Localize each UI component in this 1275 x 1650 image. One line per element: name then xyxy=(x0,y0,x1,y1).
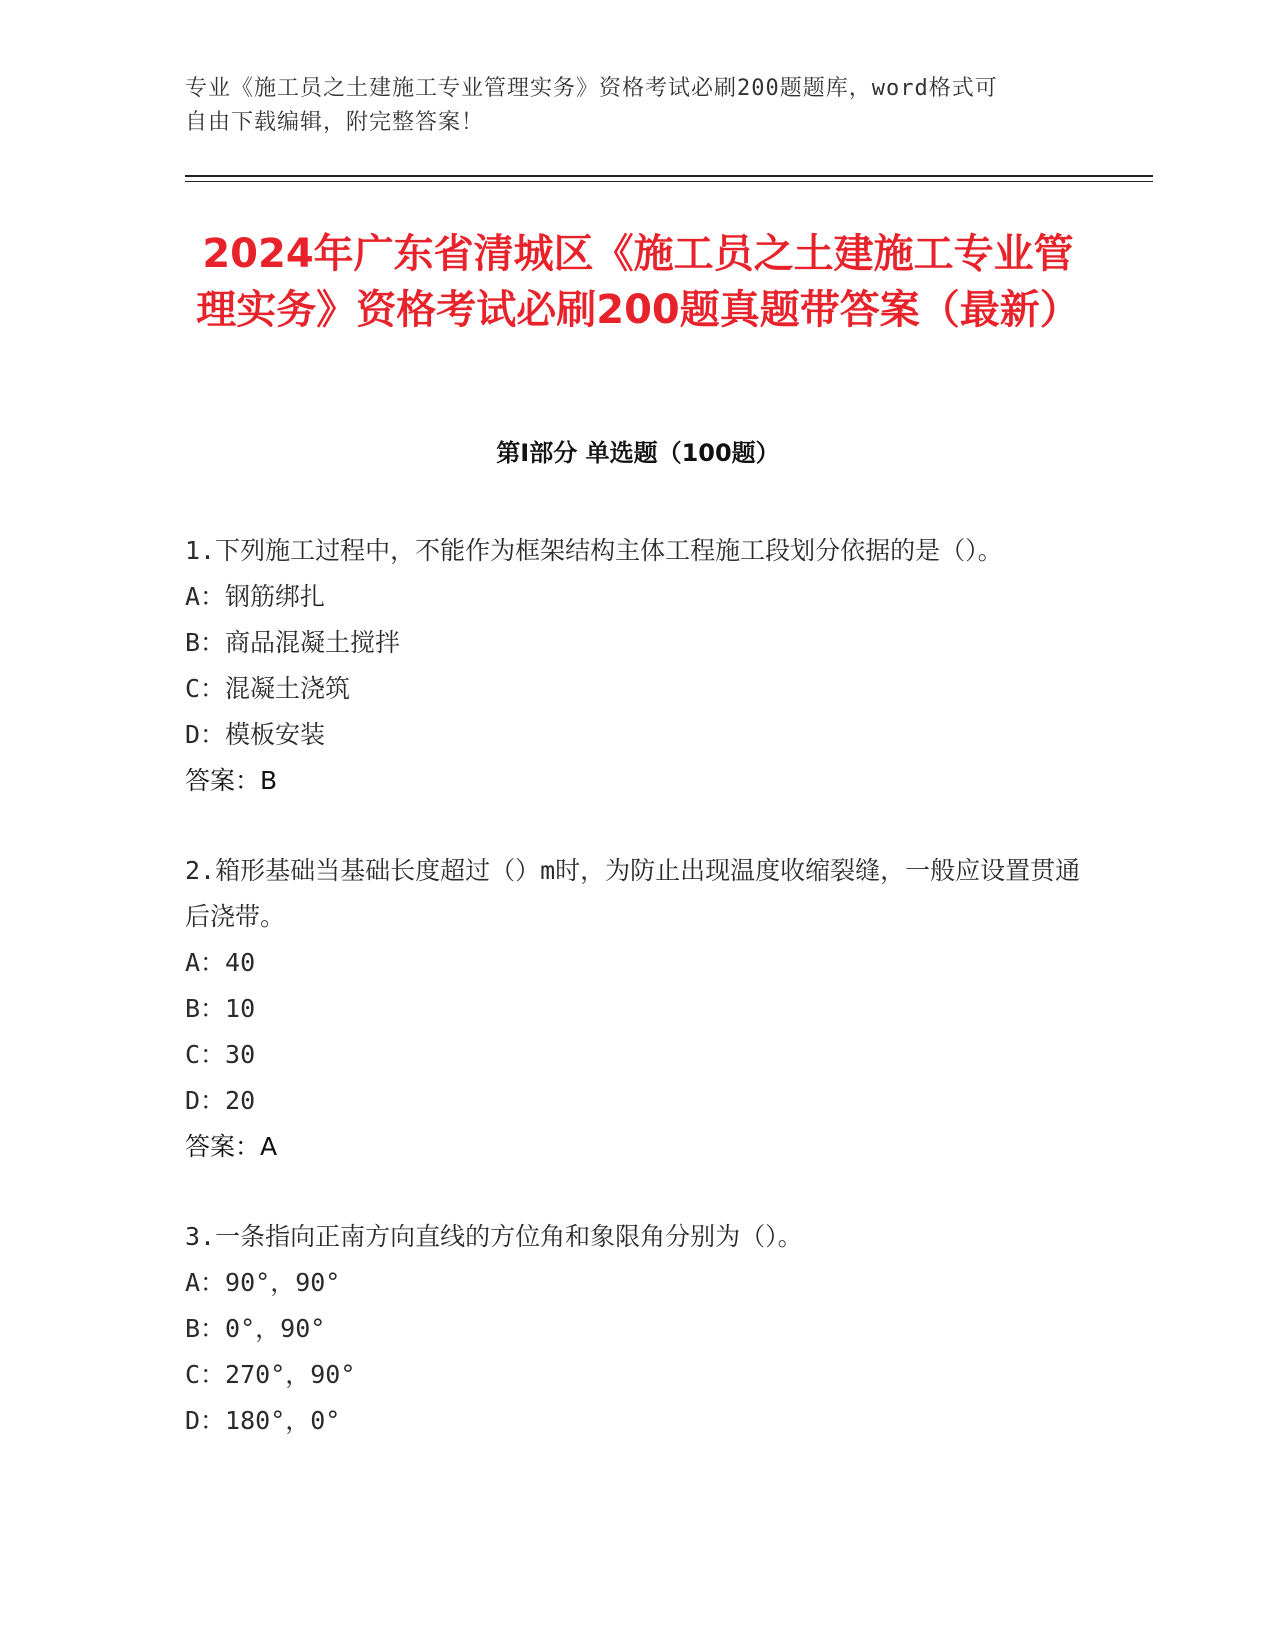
section-heading: 第Ⅰ部分 单选题（100题） xyxy=(496,439,780,467)
option-c: C：混凝土浇筑 xyxy=(185,674,351,703)
option-a: A：钢筋绑扎 xyxy=(185,582,326,611)
option-c: C：30 xyxy=(185,1040,256,1069)
option-d: D：模板安装 xyxy=(185,720,326,749)
question-stem: 2.箱形基础当基础长度超过（）m时，为防止出现温度收缩裂缝，一般应设置贯通后浇带。 xyxy=(185,856,1081,931)
question-stem: 1.下列施工过程中，不能作为框架结构主体工程施工段划分依据的是（）。 xyxy=(185,536,1003,565)
option-b: B：0°，90° xyxy=(185,1314,326,1343)
answer-line: 答案：A xyxy=(185,1132,278,1161)
question-list xyxy=(185,528,1085,1488)
header-note-line-1: 专业《施工员之土建施工专业管理实务》资格考试必刷200题题库，word格式可 xyxy=(185,76,998,101)
header-note xyxy=(185,72,1065,140)
option-c: C：270°，90° xyxy=(185,1360,356,1389)
header-note-line-2: 自由下载编辑，附完整答案！ xyxy=(185,110,485,135)
option-d: D：180°，0° xyxy=(185,1406,341,1435)
question-3 xyxy=(185,1214,1085,1444)
option-b: B：商品混凝土搅拌 xyxy=(185,628,401,657)
option-b: B：10 xyxy=(185,994,256,1023)
option-d: D：20 xyxy=(185,1086,256,1115)
question-stem: 3.一条指向正南方向直线的方位角和象限角分别为（）。 xyxy=(185,1222,803,1251)
question-1 xyxy=(185,528,1085,804)
answer-line: 答案：B xyxy=(185,766,278,795)
option-a: A：90°，90° xyxy=(185,1268,341,1297)
header-divider-thick xyxy=(185,175,1153,177)
document-title: 2024年广东省清城区《施工员之土建施工专业管理实务》资格考试必刷200题真题带答案（最新） xyxy=(196,231,1080,333)
header-divider-thin xyxy=(185,181,1153,182)
option-a: A：40 xyxy=(185,948,256,977)
question-2 xyxy=(185,848,1085,1170)
